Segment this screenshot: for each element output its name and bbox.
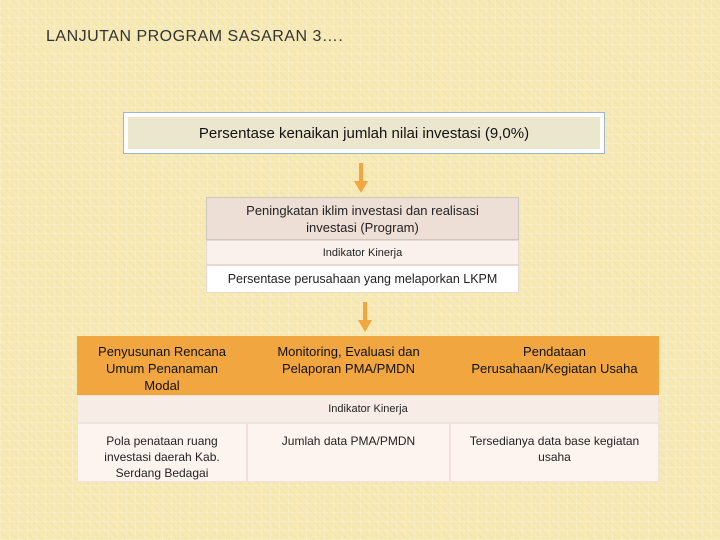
program-label-line1: Peningkatan iklim investasi dan realisasi [246,202,479,218]
output-line: usaha [538,450,571,464]
activity-line: Pendataan [523,344,586,359]
program-indicator: Persentase perusahaan yang melaporkan LKPM [206,265,519,293]
program-indicator-header: Indikator Kinerja [206,240,519,265]
activity-box [77,336,247,395]
activity-box [247,336,450,395]
activity-line: Penyusunan Rencana [98,344,226,359]
slide-title: LANJUTAN PROGRAM SASARAN 3…. [46,28,344,45]
activity-box [450,336,659,395]
target-label: Persentase kenaikan jumlah nilai investasi (9,0%) [128,117,600,149]
output-line: Serdang Bedagai [115,466,209,480]
activity-line: Perusahaan/Kegiatan Usaha [471,361,638,376]
down-arrow-icon [354,163,368,193]
target-box [123,112,605,154]
output-line: investasi daerah Kab. [104,450,220,464]
activity-indicator-header: Indikator Kinerja [77,395,659,423]
output-box [450,423,659,482]
program-label-line2: investasi (Program) [306,219,419,235]
program-box [206,197,519,240]
output-box [77,423,247,482]
activity-line: Monitoring, Evaluasi dan [277,344,420,359]
down-arrow-icon [358,302,372,332]
output-line: Jumlah data PMA/PMDN [281,434,416,448]
activity-line: Pelaporan PMA/PMDN [282,361,415,376]
output-box [247,423,450,482]
output-line: Pola penataan ruang [106,434,218,448]
activity-line: Umum Penanaman [106,361,218,376]
output-line: Tersedianya data base kegiatan [469,434,640,448]
activity-line: Modal [144,378,180,393]
